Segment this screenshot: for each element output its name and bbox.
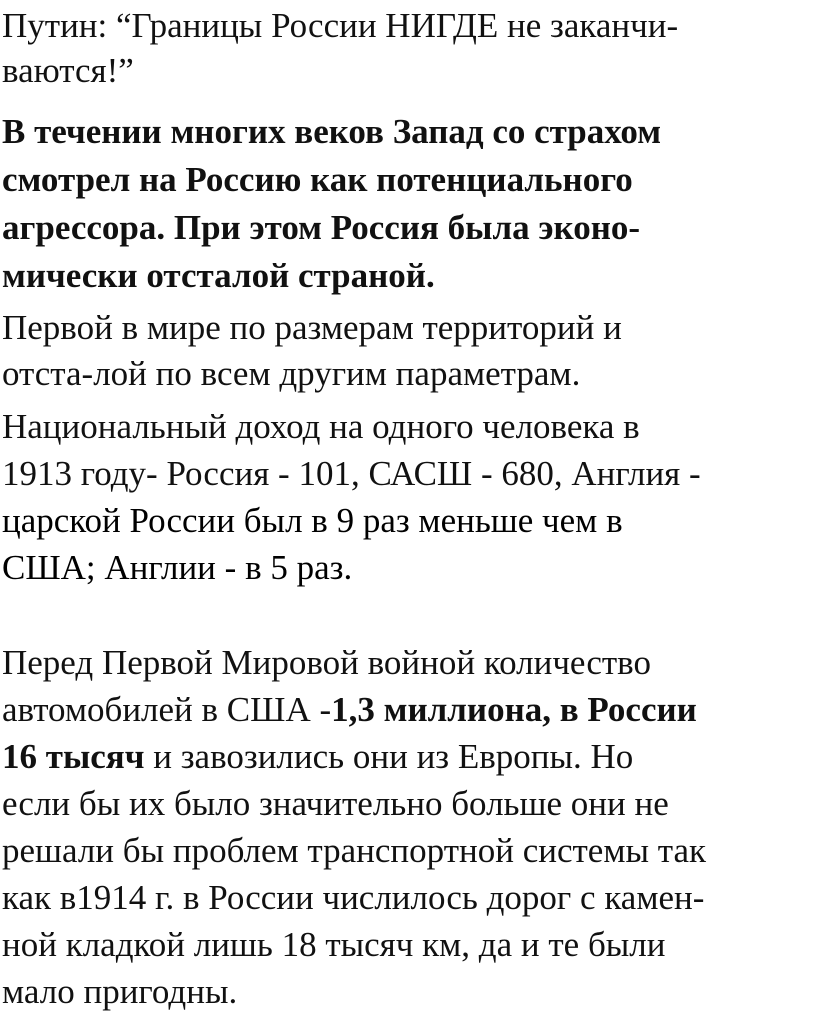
para1-line-1: Первой в мире по размерам территорий и: [2, 308, 622, 347]
para2-line-4: США; Англии - в 5 раз.: [2, 548, 353, 587]
para3-line-2-bold: 1,3 миллиона, в России: [331, 690, 697, 729]
intro-bold-line-1: В течении многих веков Запад со страхом: [2, 112, 662, 151]
para2-line-3: царской России был в 9 раз меньше чем в: [2, 501, 623, 540]
para3-line-3: [2, 739, 633, 774]
para3-line-8: мало пригодны.: [2, 972, 238, 1011]
para3-line-6: как в1914 г. в России числилось дорог с камен-: [2, 878, 705, 917]
para3-line-5: решали бы проблем транспортной системы так: [2, 831, 707, 870]
para3-line-3-normal: и завозились они из Европы. Но: [144, 737, 634, 776]
para3-line-7: ной кладкой лишь 18 тысяч км, да и те были: [2, 925, 666, 964]
title-line-1: Путин: “Границы России НИГДЕ не заканчи-: [2, 6, 679, 45]
para3-line-3-bold: 16 тысяч: [2, 737, 145, 776]
para1-line-2: отста-лой по всем другим параметрам.: [2, 354, 581, 393]
title-line-2: ваются!”: [2, 51, 134, 90]
intro-bold-line-2: смотрел на Россию как потенциального: [2, 160, 633, 199]
para2-line-1: Национальный доход на одного человека в: [2, 407, 640, 446]
para3-line-2-normal: автомобилей в США -: [2, 690, 332, 729]
para3-line-2: [2, 692, 697, 727]
intro-bold-line-4: мически отсталой страной.: [2, 256, 435, 295]
para3-line-1: Перед Первой Мировой войной количество: [2, 643, 651, 682]
intro-bold-line-3: агрессора. При этом Россия была эконо-: [2, 208, 641, 247]
para3-line-4: если бы их было значительно больше они не: [2, 784, 669, 823]
para2-line-2: 1913 году- Россия - 101, САСШ - 680, Англия -: [2, 454, 701, 493]
